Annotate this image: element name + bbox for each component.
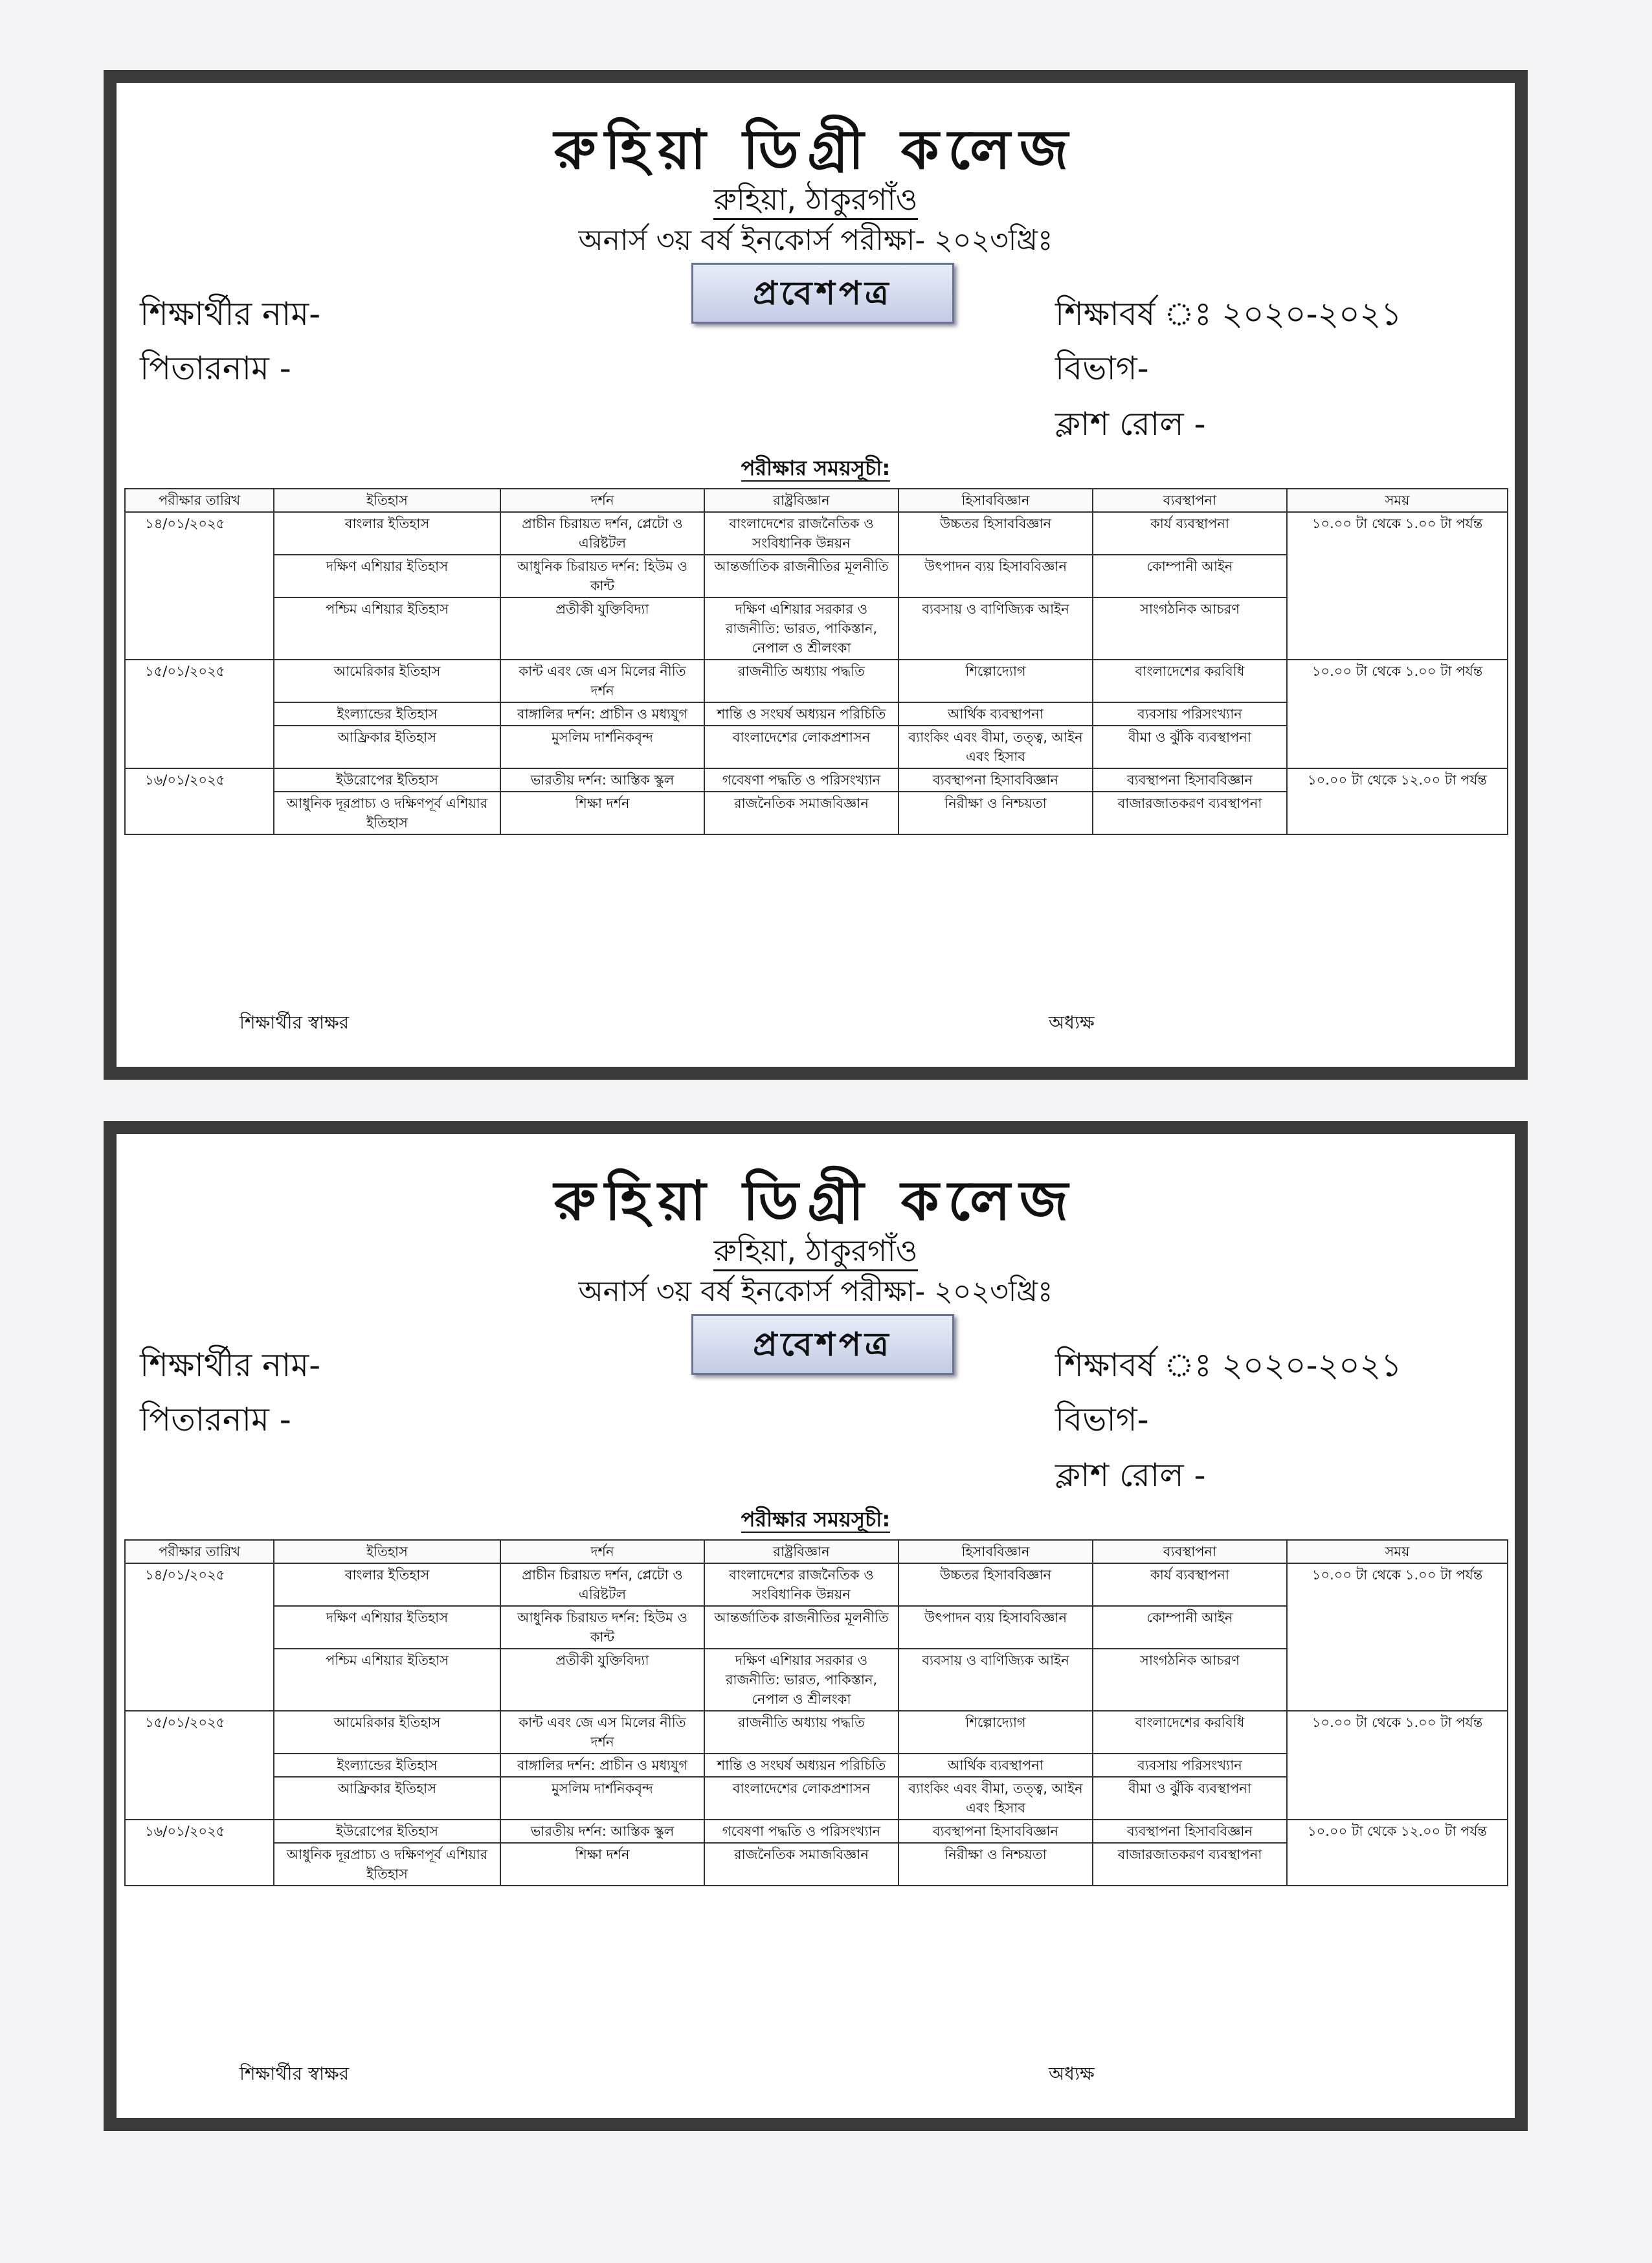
session-label: শিক্ষাবর্ষ ঃ ২০২০-২০২১ bbox=[1055, 295, 1402, 333]
subject-cell: দক্ষিণ এশিয়ার সরকার ও রাজনীতি: ভারত, পাকিস্তান, নেপাল ও শ্রীলংকা bbox=[704, 597, 899, 660]
subject-cell: ব্যবসায় ও বাণিজ্যিক আইন bbox=[899, 597, 1093, 660]
college-name: রুহিয়া ডিগ্রী কলেজ bbox=[553, 1169, 1077, 1232]
department-label: বিভাগ- bbox=[1055, 1401, 1149, 1438]
column-header: দর্শন bbox=[500, 1540, 704, 1563]
subject-cell: ব্যবস্থাপনা হিসাববিজ্ঞান bbox=[899, 1820, 1093, 1843]
admit-card-badge: প্রবেশপত্র bbox=[691, 1314, 954, 1375]
column-header: ইতিহাস bbox=[274, 1540, 500, 1563]
principal-label: অধ্যক্ষ bbox=[1049, 2063, 1095, 2084]
college-location: রুহিয়া, ঠাকুরগাঁও bbox=[117, 1229, 1515, 1278]
admit-card-bottom bbox=[104, 1121, 1528, 2131]
subject-cell: আধুনিক দূরপ্রাচ্য ও দক্ষিণপূর্ব এশিয়ার ইতিহাস bbox=[274, 792, 500, 834]
subject-cell: রাজনৈতিক সমাজবিজ্ঞান bbox=[704, 792, 899, 834]
subject-cell: মুসলিম দার্শনিকবৃন্দ bbox=[500, 1777, 704, 1820]
college-location: রুহিয়া, ঠাকুরগাঁও bbox=[117, 177, 1515, 227]
schedule-title: পরীক্ষার সময়সূচী: bbox=[741, 456, 891, 480]
student-name-label: শিক্ষার্থীর নাম- bbox=[140, 1346, 321, 1384]
column-header: সময় bbox=[1287, 489, 1508, 512]
table-row bbox=[125, 1820, 1508, 1843]
exam-title: অনার্স ৩য় বর্ষ ইনকোর্স পরীক্ষা- ২০২৩খ্রিঃ bbox=[578, 224, 1053, 257]
subject-cell: কার্য ব্যবস্থাপনা bbox=[1093, 512, 1287, 555]
column-header: পরীক্ষার তারিখ bbox=[125, 489, 274, 512]
subject-cell: বাংলাদেশের রাজনৈতিক ও সংবিধানিক উন্নয়ন bbox=[704, 512, 899, 555]
subject-cell: বাংলাদেশের লোকপ্রশাসন bbox=[704, 726, 899, 768]
table-row bbox=[125, 512, 1508, 555]
column-header: ইতিহাস bbox=[274, 489, 500, 512]
admit-card-top bbox=[104, 70, 1528, 1080]
exam-time-cell: ১০.০০ টা থেকে ১.০০ টা পর্যন্ত bbox=[1287, 1563, 1508, 1711]
class-roll-label: ক্লাশ রোল - bbox=[1055, 405, 1206, 443]
exam-date-cell: ১৫/০১/২০২৫ bbox=[125, 660, 274, 768]
subject-cell: শিল্পোদ্যোগ bbox=[899, 1711, 1093, 1754]
subject-cell: মুসলিম দার্শনিকবৃন্দ bbox=[500, 726, 704, 768]
subject-cell: উৎপাদন ব্যয় হিসাববিজ্ঞান bbox=[899, 555, 1093, 597]
subject-cell: নিরীক্ষা ও নিশ্চয়তা bbox=[899, 792, 1093, 834]
subject-cell: ব্যবসায় পরিসংখ্যান bbox=[1093, 702, 1287, 726]
subject-cell: বাজারজাতকরণ ব্যবস্থাপনা bbox=[1093, 792, 1287, 834]
subject-cell: সাংগঠনিক আচরণ bbox=[1093, 597, 1287, 660]
exam-time-cell: ১০.০০ টা থেকে ১২.০০ টা পর্যন্ত bbox=[1287, 1820, 1508, 1886]
column-header: হিসাববিজ্ঞান bbox=[899, 1540, 1093, 1563]
subject-cell: পশ্চিম এশিয়ার ইতিহাস bbox=[274, 1649, 500, 1711]
subject-cell: বাজারজাতকরণ ব্যবস্থাপনা bbox=[1093, 1843, 1287, 1886]
column-header: ব্যবস্থাপনা bbox=[1093, 1540, 1287, 1563]
subject-cell: গবেষণা পদ্ধতি ও পরিসংখ্যান bbox=[704, 1820, 899, 1843]
exam-time-cell: ১০.০০ টা থেকে ১.০০ টা পর্যন্ত bbox=[1287, 1711, 1508, 1820]
subject-cell: ভারতীয় দর্শন: আস্তিক স্কুল bbox=[500, 768, 704, 792]
subject-cell: শিল্পোদ্যোগ bbox=[899, 660, 1093, 702]
column-header: সময় bbox=[1287, 1540, 1508, 1563]
subject-cell: দক্ষিণ এশিয়ার ইতিহাস bbox=[274, 555, 500, 597]
subject-cell: রাজনীতি অধ্যায় পদ্ধতি bbox=[704, 1711, 899, 1754]
subject-cell: আধুনিক দূরপ্রাচ্য ও দক্ষিণপূর্ব এশিয়ার ইতিহাস bbox=[274, 1843, 500, 1886]
exam-schedule-table bbox=[124, 488, 1508, 835]
subject-cell: বাংলার ইতিহাস bbox=[274, 512, 500, 555]
subject-cell: বাংলাদেশের রাজনৈতিক ও সংবিধানিক উন্নয়ন bbox=[704, 1563, 899, 1606]
father-name-label: পিতারনাম - bbox=[140, 350, 291, 387]
subject-cell: কোম্পানী আইন bbox=[1093, 555, 1287, 597]
table-row bbox=[125, 768, 1508, 792]
column-header: দর্শন bbox=[500, 489, 704, 512]
admit-card-badge: প্রবেশপত্র bbox=[691, 263, 954, 324]
principal-label: অধ্যক্ষ bbox=[1049, 1012, 1095, 1033]
column-header: ব্যবস্থাপনা bbox=[1093, 489, 1287, 512]
subject-cell: রাজনীতি অধ্যায় পদ্ধতি bbox=[704, 660, 899, 702]
subject-cell: আধুনিক চিরায়ত দর্শন: হিউম ও কান্ট bbox=[500, 1606, 704, 1649]
subject-cell: রাজনৈতিক সমাজবিজ্ঞান bbox=[704, 1843, 899, 1886]
exam-date-cell: ১৪/০১/২০২৫ bbox=[125, 1563, 274, 1711]
subject-cell: ব্যবস্থাপনা হিসাববিজ্ঞান bbox=[1093, 1820, 1287, 1843]
subject-cell: ব্যবস্থাপনা হিসাববিজ্ঞান bbox=[899, 768, 1093, 792]
subject-cell: ভারতীয় দর্শন: আস্তিক স্কুল bbox=[500, 1820, 704, 1843]
subject-cell: শিক্ষা দর্শন bbox=[500, 792, 704, 834]
subject-cell: বাঙ্গালির দর্শন: প্রাচীন ও মধ্যযুগ bbox=[500, 1754, 704, 1777]
subject-cell: আফ্রিকার ইতিহাস bbox=[274, 1777, 500, 1820]
subject-cell: আন্তর্জাতিক রাজনীতির মূলনীতি bbox=[704, 1606, 899, 1649]
subject-cell: আফ্রিকার ইতিহাস bbox=[274, 726, 500, 768]
subject-cell: উচ্চতর হিসাববিজ্ঞান bbox=[899, 512, 1093, 555]
subject-cell: প্রাচীন চিরায়ত দর্শন, প্লেটো ও এরিষ্টটল bbox=[500, 1563, 704, 1606]
exam-time-cell: ১০.০০ টা থেকে ১২.০০ টা পর্যন্ত bbox=[1287, 768, 1508, 834]
subject-cell: শিক্ষা দর্শন bbox=[500, 1843, 704, 1886]
subject-cell: আর্থিক ব্যবস্থাপনা bbox=[899, 702, 1093, 726]
subject-cell: বাংলাদেশের লোকপ্রশাসন bbox=[704, 1777, 899, 1820]
subject-cell: আন্তর্জাতিক রাজনীতির মূলনীতি bbox=[704, 555, 899, 597]
subject-cell: বাংলার ইতিহাস bbox=[274, 1563, 500, 1606]
subject-cell: শান্তি ও সংঘর্ষ অধ্যয়ন পরিচিতি bbox=[704, 702, 899, 726]
subject-cell: বীমা ও ঝুঁকি ব্যবস্থাপনা bbox=[1093, 1777, 1287, 1820]
subject-cell: আর্থিক ব্যবস্থাপনা bbox=[899, 1754, 1093, 1777]
exam-date-cell: ১৪/০১/২০২৫ bbox=[125, 512, 274, 660]
subject-cell: উচ্চতর হিসাববিজ্ঞান bbox=[899, 1563, 1093, 1606]
subject-cell: ব্যবসায় পরিসংখ্যান bbox=[1093, 1754, 1287, 1777]
schedule-title: পরীক্ষার সময়সূচী: bbox=[741, 1507, 891, 1532]
subject-cell: প্রাচীন চিরায়ত দর্শন, প্লেটো ও এরিষ্টটল bbox=[500, 512, 704, 555]
subject-cell: ব্যবসায় ও বাণিজ্যিক আইন bbox=[899, 1649, 1093, 1711]
column-header: রাষ্ট্রবিজ্ঞান bbox=[704, 1540, 899, 1563]
exam-title: অনার্স ৩য় বর্ষ ইনকোর্স পরীক্ষা- ২০২৩খ্রিঃ bbox=[578, 1275, 1053, 1308]
subject-cell: গবেষণা পদ্ধতি ও পরিসংখ্যান bbox=[704, 768, 899, 792]
subject-cell: কার্য ব্যবস্থাপনা bbox=[1093, 1563, 1287, 1606]
table-header-row bbox=[125, 1540, 1508, 1563]
student-signature-label: শিক্ষার্থীর স্বাক্ষর bbox=[240, 1012, 350, 1033]
subject-cell: উৎপাদন ব্যয় হিসাববিজ্ঞান bbox=[899, 1606, 1093, 1649]
session-label: শিক্ষাবর্ষ ঃ ২০২০-২০২১ bbox=[1055, 1346, 1402, 1384]
subject-cell: ইউরোপের ইতিহাস bbox=[274, 768, 500, 792]
subject-cell: পশ্চিম এশিয়ার ইতিহাস bbox=[274, 597, 500, 660]
subject-cell: বাঙ্গালির দর্শন: প্রাচীন ও মধ্যযুগ bbox=[500, 702, 704, 726]
class-roll-label: ক্লাশ রোল - bbox=[1055, 1456, 1206, 1494]
subject-cell: আমেরিকার ইতিহাস bbox=[274, 660, 500, 702]
subject-cell: কোম্পানী আইন bbox=[1093, 1606, 1287, 1649]
subject-cell: কান্ট এবং জে এস মিলের নীতি দর্শন bbox=[500, 660, 704, 702]
subject-cell: কান্ট এবং জে এস মিলের নীতি দর্শন bbox=[500, 1711, 704, 1754]
subject-cell: বাংলাদেশের করবিধি bbox=[1093, 660, 1287, 702]
subject-cell: বীমা ও ঝুঁকি ব্যবস্থাপনা bbox=[1093, 726, 1287, 768]
department-label: বিভাগ- bbox=[1055, 350, 1149, 387]
subject-cell: ব্যাংকিং এবং বীমা, তত্ত্ব, আইন এবং হিসাব bbox=[899, 1777, 1093, 1820]
subject-cell: আধুনিক চিরায়ত দর্শন: হিউম ও কান্ট bbox=[500, 555, 704, 597]
subject-cell: ব্যবস্থাপনা হিসাববিজ্ঞান bbox=[1093, 768, 1287, 792]
table-row bbox=[125, 1711, 1508, 1754]
father-name-label: পিতারনাম - bbox=[140, 1401, 291, 1438]
table-row bbox=[125, 660, 1508, 702]
student-signature-label: শিক্ষার্থীর স্বাক্ষর bbox=[240, 2063, 350, 2084]
exam-date-cell: ১৬/০১/২০২৫ bbox=[125, 1820, 274, 1886]
table-row bbox=[125, 1563, 1508, 1606]
subject-cell: ইউরোপের ইতিহাস bbox=[274, 1820, 500, 1843]
subject-cell: আমেরিকার ইতিহাস bbox=[274, 1711, 500, 1754]
subject-cell: ইংল্যান্ডের ইতিহাস bbox=[274, 1754, 500, 1777]
subject-cell: দক্ষিণ এশিয়ার সরকার ও রাজনীতি: ভারত, পাকিস্তান, নেপাল ও শ্রীলংকা bbox=[704, 1649, 899, 1711]
exam-date-cell: ১৬/০১/২০২৫ bbox=[125, 768, 274, 834]
college-name: রুহিয়া ডিগ্রী কলেজ bbox=[553, 118, 1077, 181]
subject-cell: সাংগঠনিক আচরণ bbox=[1093, 1649, 1287, 1711]
exam-schedule-table bbox=[124, 1539, 1508, 1886]
exam-time-cell: ১০.০০ টা থেকে ১.০০ টা পর্যন্ত bbox=[1287, 512, 1508, 660]
subject-cell: ইংল্যান্ডের ইতিহাস bbox=[274, 702, 500, 726]
subject-cell: প্রতীকী যুক্তিবিদ্যা bbox=[500, 597, 704, 660]
column-header: হিসাববিজ্ঞান bbox=[899, 489, 1093, 512]
subject-cell: বাংলাদেশের করবিধি bbox=[1093, 1711, 1287, 1754]
exam-date-cell: ১৫/০১/২০২৫ bbox=[125, 1711, 274, 1820]
subject-cell: প্রতীকী যুক্তিবিদ্যা bbox=[500, 1649, 704, 1711]
subject-cell: নিরীক্ষা ও নিশ্চয়তা bbox=[899, 1843, 1093, 1886]
exam-time-cell: ১০.০০ টা থেকে ১.০০ টা পর্যন্ত bbox=[1287, 660, 1508, 768]
table-header-row bbox=[125, 489, 1508, 512]
column-header: রাষ্ট্রবিজ্ঞান bbox=[704, 489, 899, 512]
subject-cell: দক্ষিণ এশিয়ার ইতিহাস bbox=[274, 1606, 500, 1649]
subject-cell: ব্যাংকিং এবং বীমা, তত্ত্ব, আইন এবং হিসাব bbox=[899, 726, 1093, 768]
student-name-label: শিক্ষার্থীর নাম- bbox=[140, 295, 321, 333]
subject-cell: শান্তি ও সংঘর্ষ অধ্যয়ন পরিচিতি bbox=[704, 1754, 899, 1777]
column-header: পরীক্ষার তারিখ bbox=[125, 1540, 274, 1563]
